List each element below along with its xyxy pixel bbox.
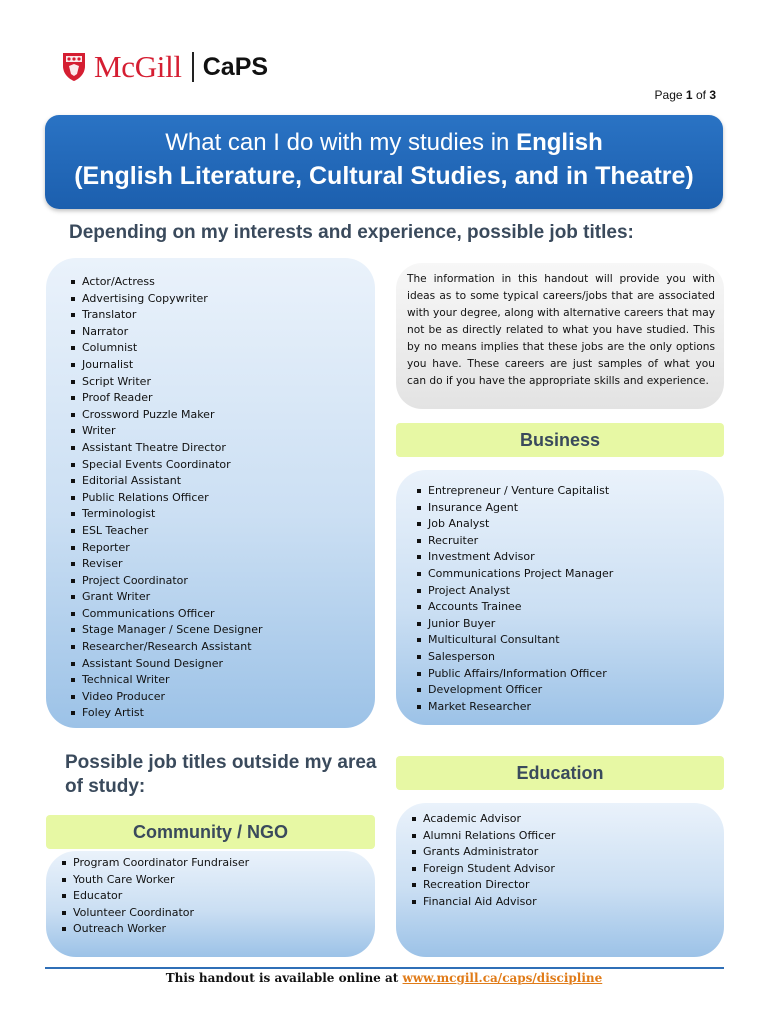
list-item: Public Relations Officer xyxy=(70,490,263,507)
main-jobs-box xyxy=(46,258,375,728)
list-item: Foreign Student Advisor xyxy=(411,861,555,878)
list-item: Alumni Relations Officer xyxy=(411,828,555,845)
list-item: Journalist xyxy=(70,357,263,374)
brand-unit: CaPS xyxy=(202,52,269,81)
list-item: Actor/Actress xyxy=(70,274,263,291)
list-item: Financial Aid Advisor xyxy=(411,894,555,911)
list-item: Educator xyxy=(61,888,249,905)
list-item: Researcher/Research Assistant xyxy=(70,639,263,656)
list-item: Market Researcher xyxy=(416,699,613,716)
list-item: Entrepreneur / Venture Capitalist xyxy=(416,483,613,500)
list-item: Public Affairs/Information Officer xyxy=(416,666,613,683)
section-heading-outside: Possible job titles outside my area of study: xyxy=(65,752,377,797)
banner-prefix: What can I do with my studies in xyxy=(165,129,510,156)
list-item: Advertising Copywriter xyxy=(70,291,263,308)
list-item: Communications Project Manager xyxy=(416,566,613,583)
list-item: Translator xyxy=(70,307,263,324)
list-item: Reporter xyxy=(70,540,263,557)
list-item: Insurance Agent xyxy=(416,500,613,517)
list-item: Proof Reader xyxy=(70,390,263,407)
list-item: Foley Artist xyxy=(70,705,263,722)
list-item: Job Analyst xyxy=(416,516,613,533)
footer-link[interactable]: www.mcgill.ca/caps/discipline xyxy=(402,971,603,985)
title-banner xyxy=(45,115,723,209)
education-jobs-list xyxy=(411,811,555,911)
business-jobs-list xyxy=(416,483,613,715)
list-item: Technical Writer xyxy=(70,672,263,689)
education-box xyxy=(396,803,724,957)
education-heading: Education xyxy=(396,756,724,790)
list-item: Assistant Theatre Director xyxy=(70,440,263,457)
page-total: 3 xyxy=(709,88,716,102)
banner-line-2: (English Literature, Cultural Studies, and in Theatre) xyxy=(74,162,694,190)
list-item: Program Coordinator Fundraiser xyxy=(61,855,249,872)
community-box xyxy=(46,851,375,957)
banner-line-1 xyxy=(45,127,723,159)
footer xyxy=(0,971,768,985)
banner-subject: English xyxy=(516,129,603,156)
list-item: Crossword Puzzle Maker xyxy=(70,407,263,424)
list-item: Project Coordinator xyxy=(70,573,263,590)
footer-text: This handout is available online at xyxy=(165,971,399,985)
list-item: Reviser xyxy=(70,556,263,573)
list-item: Stage Manager / Scene Designer xyxy=(70,622,263,639)
list-item: Communications Officer xyxy=(70,606,263,623)
community-jobs-list xyxy=(61,855,249,938)
list-item: Columnist xyxy=(70,340,263,357)
brand-name: McGill xyxy=(94,49,182,84)
footer-divider xyxy=(45,967,724,969)
list-item: Grant Writer xyxy=(70,589,263,606)
list-item: Outreach Worker xyxy=(61,921,249,938)
list-item: ESL Teacher xyxy=(70,523,263,540)
list-item: Salesperson xyxy=(416,649,613,666)
list-item: Video Producer xyxy=(70,689,263,706)
list-item: Editorial Assistant xyxy=(70,473,263,490)
list-item: Accounts Trainee xyxy=(416,599,613,616)
list-item: Investment Advisor xyxy=(416,549,613,566)
list-item: Recreation Director xyxy=(411,877,555,894)
section-heading-main: Depending on my interests and experience, possible job titles: xyxy=(69,222,634,243)
list-item: Assistant Sound Designer xyxy=(70,656,263,673)
info-text: The information in this handout will provide you with ideas as to some typical careers/jobs that are associated with your degree, along with alternative careers that may not be as directly related to what you have studied. This by no means implies that these jobs are the only options you have. These careers are just samples of what you can do if you have the appropriate skills and experience. xyxy=(407,273,715,387)
list-item: Terminologist xyxy=(70,506,263,523)
list-item: Special Events Coordinator xyxy=(70,457,263,474)
list-item: Youth Care Worker xyxy=(61,872,249,889)
main-jobs-list xyxy=(70,274,263,722)
page-current: 1 xyxy=(685,88,693,102)
list-item: Writer xyxy=(70,423,263,440)
list-item: Narrator xyxy=(70,324,263,341)
list-item: Volunteer Coordinator xyxy=(61,905,249,922)
brand-divider xyxy=(192,52,194,82)
info-box xyxy=(396,263,724,409)
list-item: Project Analyst xyxy=(416,583,613,600)
community-heading: Community / NGO xyxy=(46,815,375,849)
page-indicator xyxy=(655,88,716,102)
list-item: Script Writer xyxy=(70,374,263,391)
business-box xyxy=(396,470,724,725)
list-item: Grants Administrator xyxy=(411,844,555,861)
list-item: Academic Advisor xyxy=(411,811,555,828)
list-item: Recruiter xyxy=(416,533,613,550)
list-item: Junior Buyer xyxy=(416,616,613,633)
page-label: Page xyxy=(654,88,683,102)
page-of-label: of xyxy=(695,88,706,102)
business-heading: Business xyxy=(396,423,724,457)
header-logo xyxy=(62,50,268,84)
list-item: Development Officer xyxy=(416,682,613,699)
list-item: Multicultural Consultant xyxy=(416,632,613,649)
mcgill-shield-icon xyxy=(62,52,86,82)
